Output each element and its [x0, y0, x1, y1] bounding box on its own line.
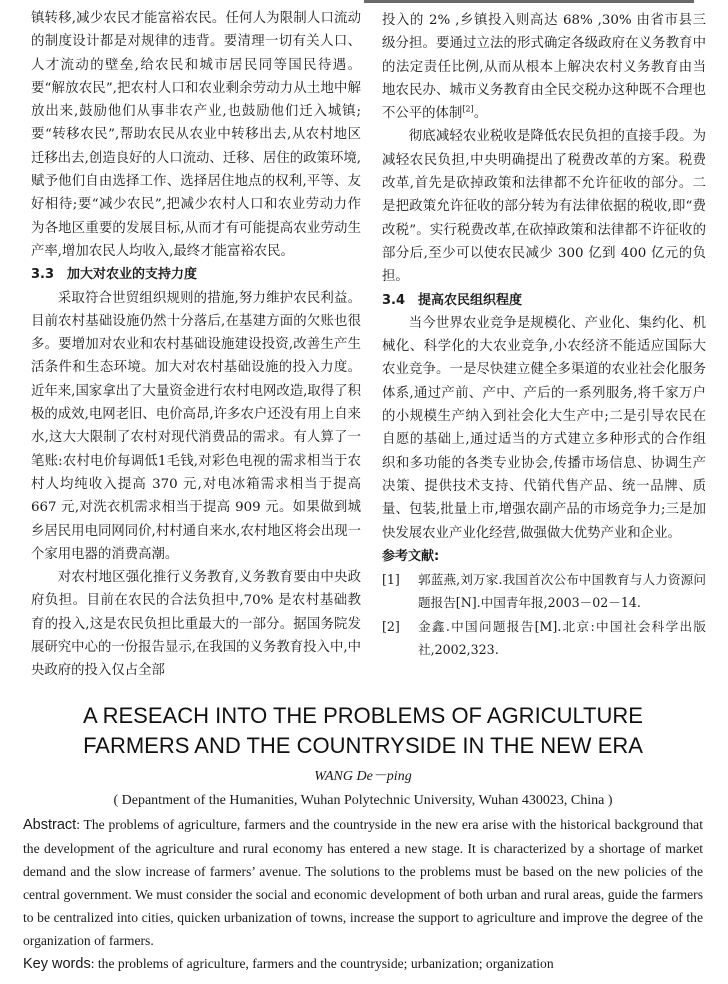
keywords-label: Key words [23, 955, 91, 972]
author-affiliation: ( Depantment of the Humanities, Wuhan Polytechnic University, Wuhan 430023, China ) [113, 792, 613, 808]
reference-number: [1] [382, 572, 400, 588]
paragraph-tax-reform: 彻底减轻农业税收是降低农民负担的直接手段。为减轻农民负担,中央明确提出了税费改革的方案。税费改革,首先是砍掉政策和法律都不允许征收的部分。二是把政策允许征收的部分转为有法律依据的税收,即“费改税”。实行税费改革,在砍掉政策和法律都不许征收的部分后,至少可以使农民减少 300 亿到 400 亿元的负担。 [382, 129, 706, 285]
section-title: 加大对农业的支持力度 [67, 267, 198, 283]
section-title: 提高农民组织程度 [418, 292, 523, 308]
author-name: WANG De－ping [314, 768, 412, 784]
top-rule [364, 0, 694, 3]
paragraph-infrastructure: 采取符合世贸组织规则的措施,努力维护农民利益。目前农村基础设施仍然十分落后,在基建方面的欠账也很多。要增加对农业和农村基础设施建设投资,改善生产生活条件和生态环境。加大对农村基础设施的投入力度。近年来,国家拿出了大量资金进行农村电网改造,取得了积极的成效,电网老旧、电价高昂,许多农户还没有用上自来水,这大大限制了农村对现代消费品的需求。有人算了一笔账:农村电价每调低1毛钱,对彩色电视的需求相当于农村人均纯收入提高 370 元,对电冰箱需求相当于提高 667 元,对洗衣机需求相当于提高 909 元。如果做到城乡居民用电同网同价,村村通自来水,农村地区将会出现一个家用电器的消费高潮。 [31, 290, 361, 562]
english-title-line-1: A RESEACH INTO THE PROBLEMS OF AGRICULTURE [83, 702, 643, 728]
paragraph-tail: 。 [473, 106, 488, 122]
paragraph-text: 投入的 2% ,乡镇投入则高达 68% ,30% 由省市县三级分担。要通过立法的形式确定各级政府在义务教育中的法定责任比例,从而从根本上解决农村义务教育由当地农民办、城市义务教育由全民交税办这种既不合理也不公平的体制 [382, 13, 706, 122]
reference-number: [2] [382, 618, 400, 634]
left-column [31, 7, 361, 683]
abstract-text: The problems of agriculture, farmers and the countryside in the new era arise with the historical background that the development of the agriculture and rural economy has entered a new stage. It is characterized by a shortage of market demand and the slow increase of farmers’ avenue. The solutions to the problems must be based on the new policies of the central government. We must consider the social and economic development of both urban and rural areas, guide the farmers to be centralized into cities, quicken urbanization of towns, increase the support to agriculture and improve the degree of the organization of farmers. [23, 816, 703, 948]
references-heading: 参考文献: [382, 548, 440, 564]
section-heading-3-3 [31, 263, 361, 286]
abstract-label: Abstract [23, 816, 77, 833]
english-abstract-block [23, 701, 703, 984]
section-number: 3.3 [31, 267, 55, 283]
paragraph-education-cont [382, 9, 706, 125]
reference-text: 金鑫.中国问题报告[M].北京:中国社会科学出版社,2002,323. [418, 618, 706, 658]
keywords-separator: : [90, 955, 98, 971]
paragraph-education: 对农村地区强化推行义务教育,义务教育要由中央政府负担。目前在农民的合法负担中,70% 是农村基础教育的投入,这是农民负担比重最大的一部分。据国务院发展研究中心的一份报告显示,在我国的义务教育投入中,中央政府的投入仅占全部 [31, 570, 361, 679]
abstract-separator: : [76, 816, 84, 832]
reference-item [382, 568, 706, 615]
section-heading-3-4 [382, 289, 706, 312]
reference-text: 郭蓝燕,刘万家.我国首次公布中国教育与人力资源问题报告[N].中国青年报,2003－02－14. [418, 572, 706, 611]
keywords [23, 952, 703, 976]
reference-item [382, 615, 706, 662]
citation-mark[interactable]: [2] [462, 104, 474, 114]
right-column [382, 7, 706, 661]
two-column-body [31, 7, 706, 683]
paragraph-organization: 当今世界农业竞争是规模化、产业化、集约化、机械化、科学化的大农业竞争,小农经济不能适应国际大农业竞争。一是尽快建立健全多渠道的农业社会化服务体系,通过产前、产中、产后的一系列服务,将千家万户的小规模生产纳入到社会化大生产中;二是引导农民在自愿的基础上,通过适当的方式建立多种形式的合作组织和多功能的各类专业协会,传播市场信息、协调生产决策、提供技术支持、代销代售产品、统一品牌、质量、包装,批量上市,增强农副产品的市场竞争力;三是加快发展农业产业化经营,做强做大优势产业和企业。 [382, 315, 706, 541]
section-number: 3.4 [382, 292, 406, 308]
keywords-text: the problems of agriculture, farmers and the countryside; urbanization; organization [97, 955, 554, 971]
english-title-line-2: FARMERS AND THE COUNTRYSIDE IN THE NEW ERA [83, 732, 643, 758]
paragraph-migration: 镇转移,减少农民才能富裕农民。任何人为限制人口流动的制度设计都是对规律的违背。要清理一切有关人口、人才流动的壁垒,给农民和城市居民同等国民待遇。要“解放农民”,把农村人口和农业剩余劳动力从土地中解放出来,鼓励他们从事非农产业,也鼓励他们迁入城镇;要“转移农民”,帮助农民从农业中转移出去,从农村地区迁移出去,创造良好的人口流动、迁移、居住的政策环境,赋予他们自由选择工作、选择居住地点的权利,平等、友好相待;要“减少农民”,把减少农村人口和农业劳动力作为各地区重要的发展目标,从而才有可能提高农业劳动生产率,增加农民人均收入,最终才能富裕农民。 [31, 11, 361, 259]
abstract [23, 813, 703, 952]
